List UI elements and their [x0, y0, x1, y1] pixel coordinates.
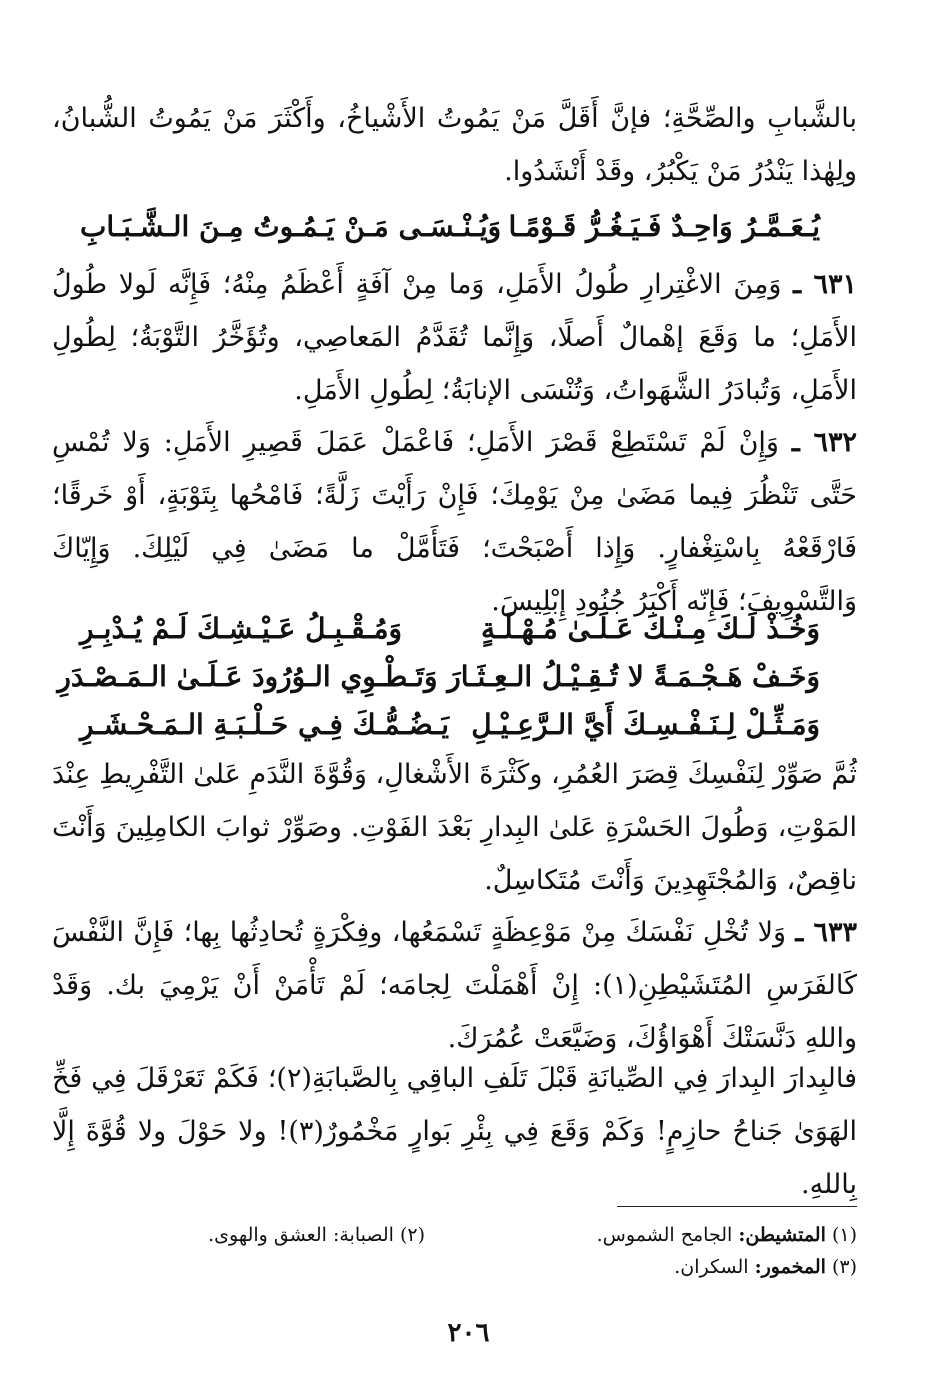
footnote-3-mark: (٣) — [831, 1256, 857, 1278]
verse-1-second-hemistich: وَيُـنْـسَـى مَـنْ يَـمُـوتُ مِـنَ الـشَّـبَـابِ — [80, 210, 502, 243]
verse-3-first-hemistich: وَخَـفْ هَـجْـمَـةً لا تُـقِـيْـلُ الـعِـثَـا — [460, 660, 820, 693]
paragraph-631-text: وَمِنَ الاغْتِرارِ طُولُ الأَمَلِ، وَما مِنْ آفَةٍ أَعْظَمُ مِنْهُ؛ فَإِنَّه لَولا طُولُ الأَمَلِ؛ ما وَقَعَ إهْمالٌ أَصلًا، وَإِنَّما تُقَدَّمُ المَعاصِي، وتُؤَخَّرُ التَّوْبَةُ؛ لِطُولِ الأَمَلِ، وَتُبادَرُ الشَّهَواتُ، وَتُنْسَى الإنابَةُ؛ لِطُولِ الأَمَلِ. — [52, 269, 857, 406]
footnote-1-mark: (١) — [831, 1224, 857, 1246]
paragraph-632-text: وَإِنْ لَمْ تَسْتَطِعْ قَصْرَ الأَمَلِ؛ فَاعْمَلْ عَمَلَ قَصِيرِ الأَمَلِ: وَلا تُمْسِ حَتَّى تَنْظُرَ فِيما مَضَىٰ مِنْ يَوْمِكَ؛ فَإِنْ رَأَيْتَ زَلَّةً؛ فَامْحُها بِتَوْبَةٍ، أَوْ خَرقًا؛ فَارْقَعْهُ بِاسْتِغْفارٍ. وَإِذا أَصْبَحْتَ؛ فَتَأَمَّلْ ما مَضَىٰ فِي لَيْلِكَ. وَإِيّاكَ وَالتَّسْوِيفَ؛ فَإِنّه أَكْبَرُ جُنُودِ إِبْلِيسَ. — [52, 427, 857, 617]
verse-3-second-hemistich: رَ وَتَـطْـوِي الـوُرُودَ عَـلَـىٰ الـمَـصْـدَرِ — [57, 660, 461, 693]
verse-1 — [80, 204, 820, 250]
footnote-1-term: المتشيطن: — [738, 1224, 826, 1246]
verse-4-first-hemistich: وَمَـثِّـلْ لِـنَـفْـسِـكَ أَيَّ الـرَّعِـيْـلِ — [471, 708, 820, 741]
footnote-1 — [597, 1222, 857, 1248]
verse-4-second-hemistich: يَـضُـمُّـكَ فِـي حَـلْـبَـةِ الـمَـحْـشَـرِ — [80, 708, 450, 741]
footnote-3-term: المخمور: — [754, 1256, 826, 1278]
paragraph-number-632: ٦٣٢ ـ — [791, 427, 857, 458]
footnote-2-text: الصبابة: العشق والهوى. — [208, 1224, 394, 1246]
verse-2-first-hemistich: وَخُـذْ لَـكَ مِـنْـكَ عَـلَـىٰ مُـهْـلَـةٍ — [480, 612, 820, 645]
verse-2-second-hemistich: وَمُـقْـبِـلُ عَـيْـشِـكَ لَـمْ يُـدْبِـرِ — [80, 612, 403, 645]
paragraph-then-text: ثُمَّ صَوِّرْ لِنَفْسِكَ قِصَرَ العُمُرِ، وكَثْرَةَ الأَشْغالِ، وَقُوَّةَ النَّدَمِ عَلىٰ التَّفْرِيطِ عِنْدَ المَوْتِ، وَطُولَ الحَسْرَةِ عَلىٰ البِدارِ بَعْدَ الفَوْتِ. وصَوِّرْ ثوابَ الكامِلِينَ وَأَنْتَ ناقِصٌ، وَالمُجْتَهِدِينَ وَأَنْتَ مُتَكاسِلٌ. — [52, 759, 857, 896]
footnote-2-mark: (٢) — [399, 1224, 425, 1246]
paragraph-final-text: فالبِدارَ البِدارَ فِي الصِّيانَةِ قَبْلَ تَلَفِ الباقِي بِالصَّبابَةِ(٢)؛ فَكَمْ تَعَرْقَلَ فِي فَخِّ الهَوَىٰ جَناحُ حازِمٍ! وَكَمْ وَقَعَ فِي بِئْرِ بَوارٍ مَخْمُورٌ(٣)! ولا حَوْلَ ولا قُوَّةَ إِلَّا بِاللهِ. — [52, 1063, 857, 1200]
paragraph-intro — [52, 92, 857, 198]
verse-2 — [80, 606, 820, 652]
paragraph-633 — [52, 906, 857, 1065]
paragraph-631 — [52, 258, 857, 417]
footnote-3 — [674, 1254, 857, 1280]
paragraph-intro-text: بالشَّبابِ والصِّحَّةِ؛ فإنَّ أَقَلَّ مَنْ يَمُوتُ الأَشْياخُ، وأَكْثَرَ مَنْ يَمُوتُ الشُّبانُ، ولِهٰذا يَنْدُرُ مَنْ يَكْبُرُ، وقَدْ أَنْشَدُوا. — [52, 103, 857, 187]
footnote-separator — [617, 1206, 857, 1207]
paragraph-number-633: ٦٣٣ ـ — [795, 917, 857, 948]
paragraph-then — [52, 748, 857, 907]
footnote-3-text: السكران. — [674, 1256, 749, 1278]
paragraph-632 — [52, 416, 857, 628]
verse-3 — [57, 654, 820, 700]
verse-4 — [80, 702, 820, 748]
footnote-2 — [208, 1222, 425, 1248]
paragraph-633-text: وَلا تُخْلِ نَفْسَكَ مِنْ مَوْعِظَةٍ تَسْمَعُها، وفِكْرَةٍ تُحادِثُها بِها؛ فَإِنَّ النَّفْسَ كَالفَرَسِ المُتَشَيْطِنِ(١): إِنْ أَهْمَلْتَ لِجامَه؛ لَمْ تَأْمَنْ أَنْ يَرْمِيَ بك. وَقَدْ واللهِ دَنَّسَتْكَ أَهْوَاؤُكَ، وَضَيَّعَتْ عُمُرَكَ. — [52, 917, 857, 1054]
paragraph-number-631: ٦٣١ ـ — [793, 269, 857, 300]
paragraph-final — [52, 1052, 857, 1211]
footnote-1-text: الجامح الشموس. — [596, 1224, 733, 1246]
page-number: ٢٠٦ — [447, 1318, 490, 1348]
verse-1-first-hemistich: يُـعَـمَّـرُ وَاحِـدٌ فَـيَـغُـرُّ قَـوْمًـا — [508, 210, 820, 243]
